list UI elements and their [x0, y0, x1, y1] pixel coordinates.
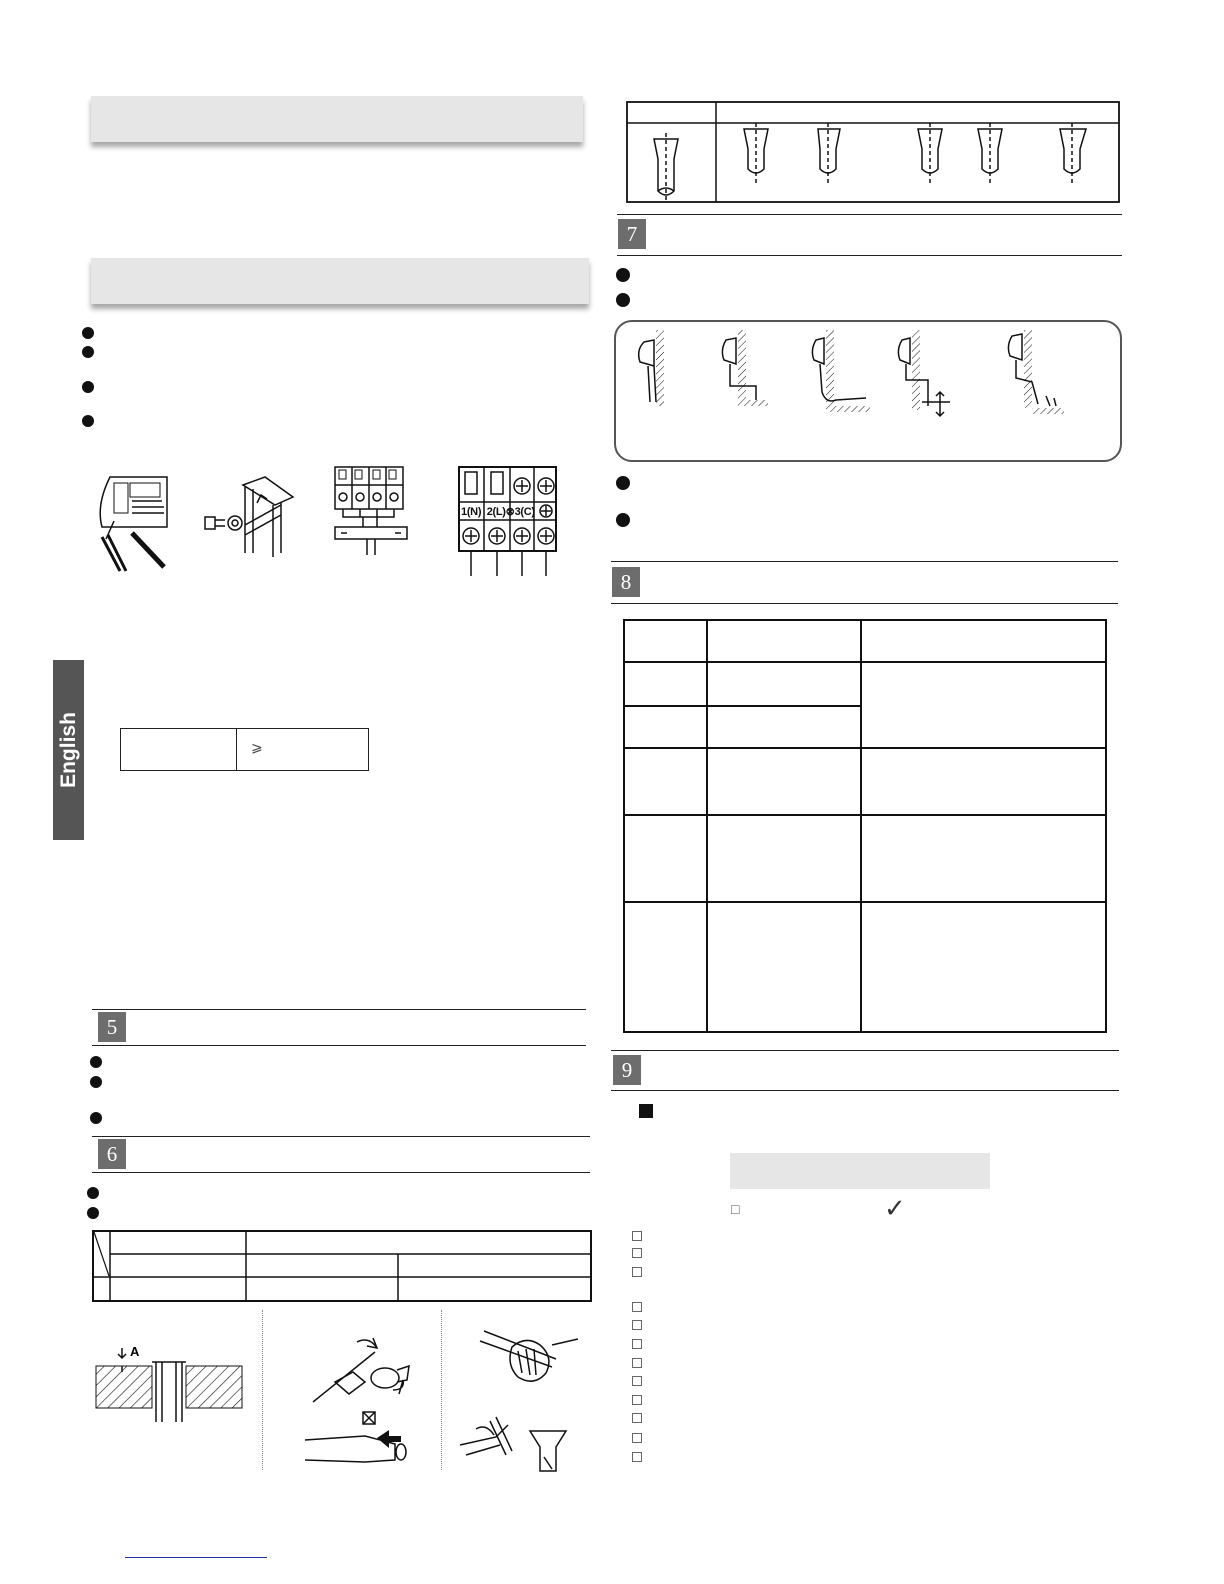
flare-figure-label: A [130, 1344, 140, 1359]
checkbox[interactable] [632, 1248, 642, 1258]
spec-table [120, 728, 369, 771]
bullet [82, 346, 94, 358]
deburring-figure [456, 1325, 586, 1475]
cable-clamp-figure [195, 475, 295, 560]
bullet [82, 415, 94, 427]
section-7-top-rule [617, 214, 1122, 215]
section-5-badge: 5 [98, 1012, 126, 1042]
bullet [90, 1056, 102, 1068]
section-5-top-rule [92, 1009, 586, 1010]
square-bullet [639, 1104, 653, 1118]
spec-symbol: ⩾ [251, 739, 263, 755]
section-9-top-rule [611, 1050, 1119, 1051]
section-7-badge: 7 [618, 219, 646, 249]
figure-divider [441, 1310, 442, 1470]
checkbox[interactable] [632, 1452, 642, 1462]
terminal-block-figure [333, 465, 409, 555]
section-9-badge: 9 [613, 1055, 641, 1085]
language-tab [53, 660, 84, 840]
section-8-bottom-rule [611, 603, 1118, 604]
flare-quality-table [626, 101, 1120, 204]
flare-dimension-table [92, 1230, 592, 1302]
checkbox[interactable] [632, 1267, 642, 1277]
bullet [90, 1076, 102, 1088]
spec-table-divider [236, 729, 237, 770]
checklist-header-box: □ [731, 1201, 740, 1217]
bullet [87, 1207, 99, 1219]
bullet [616, 476, 630, 490]
checkbox[interactable] [632, 1433, 642, 1443]
section-5-bottom-rule [92, 1045, 586, 1046]
section-6-badge: 6 [98, 1139, 126, 1169]
flare-depth-figure [94, 1342, 246, 1424]
bullet [90, 1112, 102, 1124]
section-8-badge: 8 [612, 567, 640, 597]
footer-link-rule[interactable] [125, 1557, 267, 1558]
check-mark-icon: ✓ [884, 1193, 906, 1223]
checkbox[interactable] [632, 1358, 642, 1368]
bullet [616, 268, 630, 282]
heading-bar-1 [91, 96, 583, 142]
figure-divider [262, 1310, 263, 1470]
bullet [82, 381, 94, 393]
terminal-labels: 1(N) 2(L)⊗3(C) [461, 506, 535, 518]
checkbox[interactable] [632, 1339, 642, 1349]
bullet [82, 327, 94, 339]
section-9-bottom-rule [611, 1090, 1119, 1091]
checkbox[interactable] [632, 1395, 642, 1405]
checkbox[interactable] [632, 1320, 642, 1330]
checkbox[interactable] [632, 1376, 642, 1386]
indoor-unit-wiring-figure [92, 475, 172, 575]
checklist-header-bar [730, 1153, 990, 1189]
section-6-bottom-rule [92, 1172, 590, 1173]
section-7-bottom-rule [617, 255, 1122, 256]
section-8-table [623, 619, 1107, 1033]
drain-hose-figures [626, 326, 1106, 426]
checkbox[interactable] [632, 1413, 642, 1423]
bullet [616, 293, 630, 307]
pipe-cutter-figure [305, 1332, 415, 1472]
section-8-top-rule [611, 561, 1118, 562]
checkbox[interactable] [632, 1302, 642, 1312]
outdoor-terminal-board-figure [458, 466, 558, 578]
heading-bar-2 [91, 258, 589, 304]
section-6-top-rule [92, 1136, 590, 1137]
bullet [87, 1187, 99, 1199]
checkbox[interactable] [632, 1231, 642, 1241]
language-label: English [56, 712, 80, 788]
bullet [616, 513, 630, 527]
